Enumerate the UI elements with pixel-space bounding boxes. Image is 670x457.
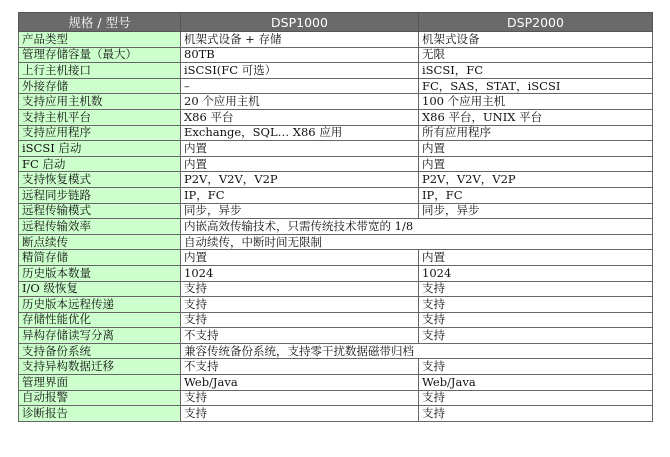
table-row: [19, 63, 653, 79]
dsp1000-value-cell: X86 平台: [181, 109, 419, 125]
table-row: [19, 250, 653, 266]
dsp2000-value-cell: 支持: [419, 406, 653, 422]
row-label: 支持恢复模式: [19, 172, 181, 188]
dsp1000-value-cell: 不支持: [181, 359, 419, 375]
row-label: 管理界面: [19, 375, 181, 391]
dsp2000-value-cell: 所有应用程序: [419, 125, 653, 141]
row-label: 支持应用程序: [19, 125, 181, 141]
table-row: [19, 109, 653, 125]
table-row: [19, 265, 653, 281]
row-label: 支持应用主机数: [19, 94, 181, 110]
dsp1000-value-cell: 支持: [181, 281, 419, 297]
dsp2000-value-cell: 支持: [419, 390, 653, 406]
row-label: 远程传输效率: [19, 219, 181, 235]
merged-value-cell: 自动续传，中断时间无限制: [181, 234, 653, 250]
dsp2000-value-cell: 支持: [419, 328, 653, 344]
table-row: [19, 359, 653, 375]
row-label: 存储性能优化: [19, 312, 181, 328]
row-label: I/O 级恢复: [19, 281, 181, 297]
table-header-row: [19, 13, 653, 32]
table-row: [19, 78, 653, 94]
dsp2000-value-cell: 支持: [419, 297, 653, 313]
dsp2000-value-cell: 机架式设备: [419, 32, 653, 48]
dsp1000-value-cell: Exchange，SQL… X86 应用: [181, 125, 419, 141]
table-row: [19, 406, 653, 422]
table-row: [19, 156, 653, 172]
dsp2000-value-cell: X86 平台，UNIX 平台: [419, 109, 653, 125]
dsp2000-value-cell: 内置: [419, 156, 653, 172]
row-label: 外接存储: [19, 78, 181, 94]
merged-value-cell: 内嵌高效传输技术，只需传统技术带宽的 1/8: [181, 219, 653, 235]
merged-value-cell: 兼容传统备份系统，支持零干扰数据磁带归档: [181, 343, 653, 359]
table-row: [19, 281, 653, 297]
header-dsp1000: DSP1000: [181, 13, 419, 32]
table-row: [19, 94, 653, 110]
row-label: 产品类型: [19, 32, 181, 48]
row-label: 自动报警: [19, 390, 181, 406]
table-body: [19, 32, 653, 422]
dsp1000-value-cell: 支持: [181, 406, 419, 422]
header-dsp2000: DSP2000: [419, 13, 653, 32]
row-label: 支持主机平台: [19, 109, 181, 125]
spec-comparison-table: [18, 12, 653, 422]
row-label: 异构存储读写分离: [19, 328, 181, 344]
dsp1000-value-cell: 机架式设备 + 存储: [181, 32, 419, 48]
row-label: 历史版本远程传递: [19, 297, 181, 313]
row-label: 断点续传: [19, 234, 181, 250]
spec-table-container: [18, 12, 652, 422]
table-row: [19, 234, 653, 250]
table-row: [19, 297, 653, 313]
row-label: 上行主机接口: [19, 63, 181, 79]
dsp2000-value-cell: iSCSI，FC: [419, 63, 653, 79]
dsp2000-value-cell: 100 个应用主机: [419, 94, 653, 110]
dsp2000-value-cell: 1024: [419, 265, 653, 281]
dsp2000-value-cell: 同步，异步: [419, 203, 653, 219]
dsp1000-value-cell: 20 个应用主机: [181, 94, 419, 110]
dsp1000-value-cell: 支持: [181, 312, 419, 328]
row-label: 远程同步链路: [19, 187, 181, 203]
table-row: [19, 203, 653, 219]
dsp1000-value-cell: iSCSI(FC 可选）: [181, 63, 419, 79]
table-row: [19, 328, 653, 344]
table-row: [19, 343, 653, 359]
dsp2000-value-cell: 支持: [419, 281, 653, 297]
table-row: [19, 375, 653, 391]
dsp2000-value-cell: 支持: [419, 312, 653, 328]
table-row: [19, 47, 653, 63]
dsp1000-value-cell: 80TB: [181, 47, 419, 63]
dsp2000-value-cell: P2V，V2V，V2P: [419, 172, 653, 188]
dsp1000-value-cell: Web/Java: [181, 375, 419, 391]
row-label: 支持备份系统: [19, 343, 181, 359]
table-row: [19, 172, 653, 188]
table-row: [19, 141, 653, 157]
row-label: 诊断报告: [19, 406, 181, 422]
row-label: 历史版本数量: [19, 265, 181, 281]
table-row: [19, 32, 653, 48]
dsp1000-value-cell: 内置: [181, 250, 419, 266]
table-row: [19, 219, 653, 235]
table-row: [19, 312, 653, 328]
row-label: iSCSI 启动: [19, 141, 181, 157]
table-row: [19, 187, 653, 203]
row-label: 支持异构数据迁移: [19, 359, 181, 375]
dsp2000-value-cell: Web/Java: [419, 375, 653, 391]
dsp1000-value-cell: –: [181, 78, 419, 94]
dsp1000-value-cell: 同步，异步: [181, 203, 419, 219]
table-row: [19, 390, 653, 406]
dsp1000-value-cell: 内置: [181, 141, 419, 157]
dsp2000-value-cell: 无限: [419, 47, 653, 63]
table-row: [19, 125, 653, 141]
header-spec-model: 规格 / 型号: [19, 13, 181, 32]
dsp1000-value-cell: 内置: [181, 156, 419, 172]
dsp2000-value-cell: 支持: [419, 359, 653, 375]
row-label: 远程传输模式: [19, 203, 181, 219]
dsp1000-value-cell: IP，FC: [181, 187, 419, 203]
row-label: FC 启动: [19, 156, 181, 172]
dsp2000-value-cell: 内置: [419, 250, 653, 266]
row-label: 管理存储容量（最大）: [19, 47, 181, 63]
dsp2000-value-cell: 内置: [419, 141, 653, 157]
dsp1000-value-cell: 1024: [181, 265, 419, 281]
row-label: 精简存储: [19, 250, 181, 266]
dsp1000-value-cell: 支持: [181, 297, 419, 313]
dsp1000-value-cell: P2V，V2V，V2P: [181, 172, 419, 188]
dsp2000-value-cell: FC，SAS，STAT，iSCSI: [419, 78, 653, 94]
dsp1000-value-cell: 不支持: [181, 328, 419, 344]
dsp1000-value-cell: 支持: [181, 390, 419, 406]
dsp2000-value-cell: IP，FC: [419, 187, 653, 203]
